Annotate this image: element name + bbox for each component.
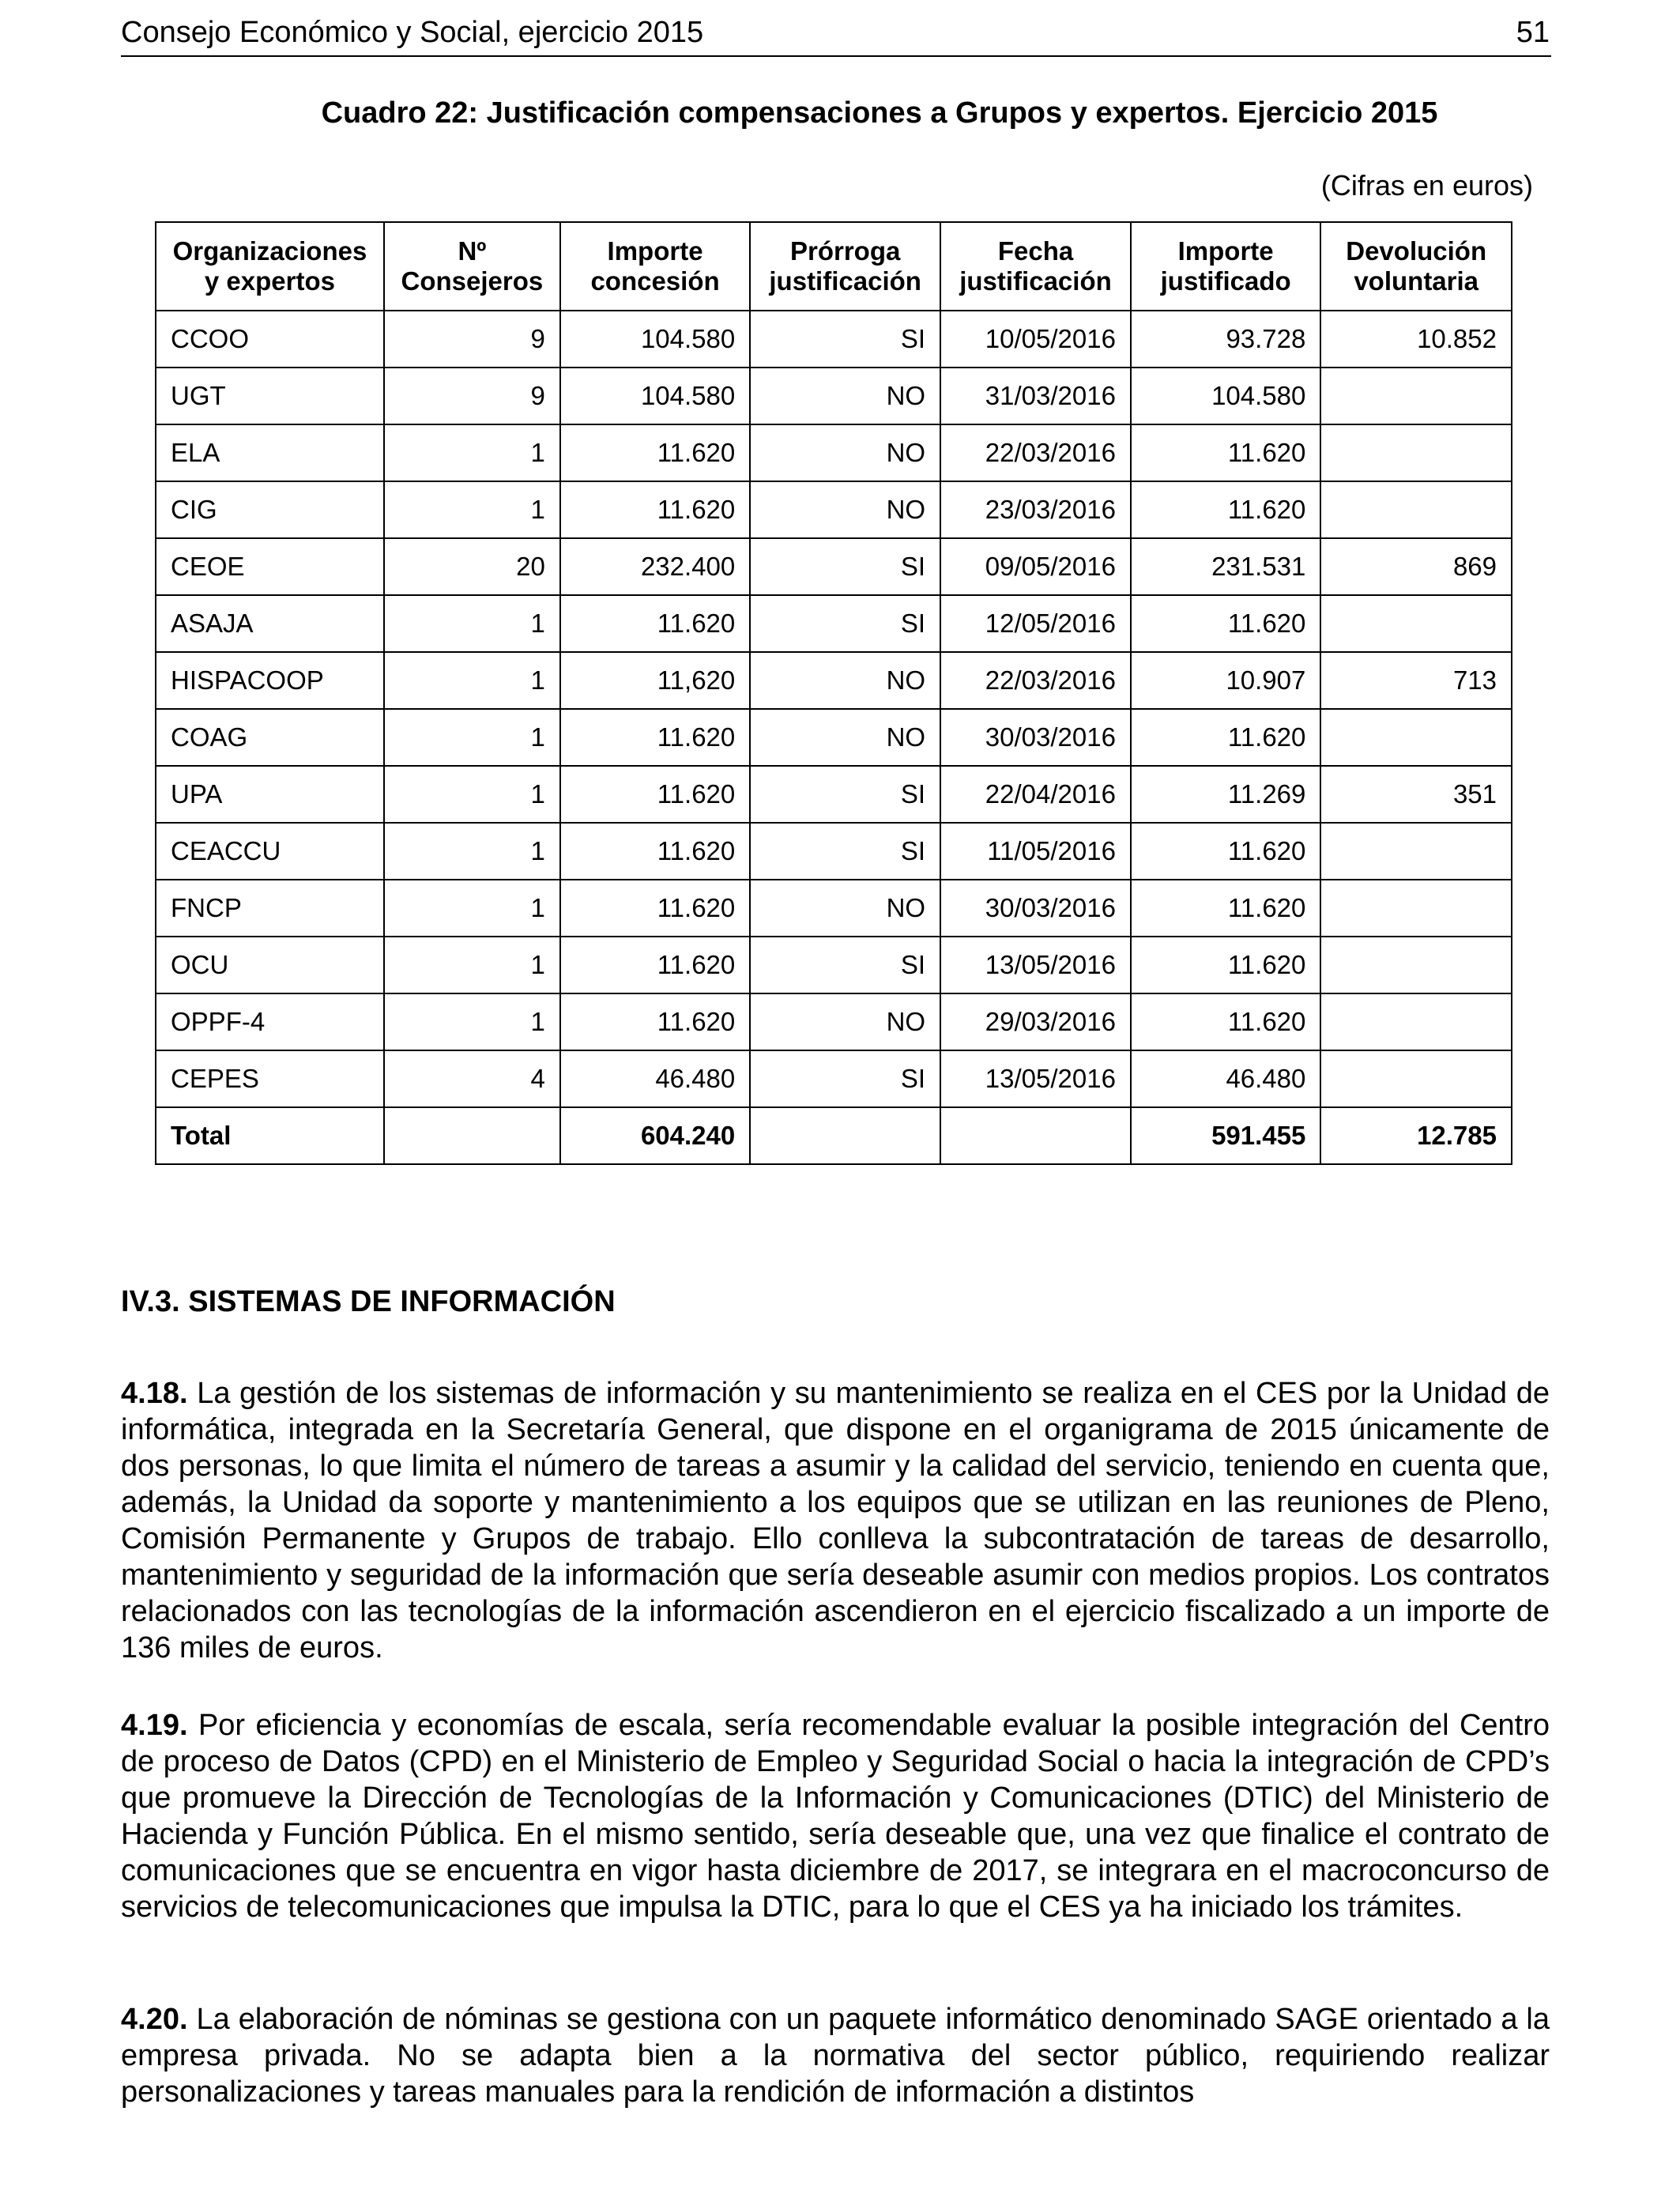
table-cell: 11.620 bbox=[560, 937, 750, 993]
table-row bbox=[156, 311, 1512, 368]
paragraph-number: 4.19. bbox=[121, 1709, 188, 1742]
table-cell: 11.620 bbox=[1131, 481, 1320, 538]
column-header: Devolución voluntaria bbox=[1320, 222, 1512, 311]
table-cell: 1 bbox=[384, 823, 560, 880]
table-cell: NO bbox=[750, 368, 940, 424]
table-cell: 13/05/2016 bbox=[940, 937, 1131, 993]
table-cell: 104.580 bbox=[560, 368, 750, 424]
table-cell: 31/03/2016 bbox=[940, 368, 1131, 424]
table-cell: SI bbox=[750, 595, 940, 652]
table-row bbox=[156, 424, 1512, 481]
table-cell bbox=[1320, 481, 1512, 538]
table-cell: 20 bbox=[384, 538, 560, 595]
units-note: (Cifras en euros) bbox=[1320, 169, 1533, 202]
table-cell: HISPACOOP bbox=[156, 652, 384, 709]
column-header: Importe justificado bbox=[1131, 222, 1320, 311]
table-cell: 10.907 bbox=[1131, 652, 1320, 709]
table-cell: 1 bbox=[384, 481, 560, 538]
table-cell: 11.620 bbox=[560, 595, 750, 652]
table-cell: 713 bbox=[1320, 652, 1512, 709]
table-cell: 13/05/2016 bbox=[940, 1050, 1131, 1107]
paragraph-4-18 bbox=[121, 1375, 1550, 1666]
paragraph-text: La elaboración de nóminas se gestiona con un paquete informático denominado SAGE orientado a la empresa privada. No se adapta bien a la normativa del sector público, requiriendo realizar personalizaciones y tareas manuales para la rendición de información a distintos bbox=[121, 2003, 1550, 2109]
table-cell: 22/03/2016 bbox=[940, 424, 1131, 481]
table-cell bbox=[1320, 424, 1512, 481]
table-cell: 22/03/2016 bbox=[940, 652, 1131, 709]
table-row bbox=[156, 538, 1512, 595]
table-cell: 22/04/2016 bbox=[940, 766, 1131, 823]
table-cell bbox=[940, 1107, 1131, 1164]
table-cell: SI bbox=[750, 311, 940, 368]
table-cell: 11.620 bbox=[1131, 823, 1320, 880]
table-cell: 11.269 bbox=[1131, 766, 1320, 823]
table-row bbox=[156, 937, 1512, 993]
table-cell: 1 bbox=[384, 937, 560, 993]
table-cell bbox=[384, 1107, 560, 1164]
table-row bbox=[156, 766, 1512, 823]
table-cell bbox=[1320, 993, 1512, 1050]
table-cell: 11.620 bbox=[560, 424, 750, 481]
table-cell: COAG bbox=[156, 709, 384, 766]
table-cell: 104.580 bbox=[1131, 368, 1320, 424]
table-cell: 1 bbox=[384, 766, 560, 823]
table-cell: CEPES bbox=[156, 1050, 384, 1107]
table-cell: 23/03/2016 bbox=[940, 481, 1131, 538]
table-cell: CCOO bbox=[156, 311, 384, 368]
table-cell: 46.480 bbox=[1131, 1050, 1320, 1107]
table-cell: 11.620 bbox=[1131, 993, 1320, 1050]
table-cell: 11.620 bbox=[560, 766, 750, 823]
table-cell: 11.620 bbox=[1131, 709, 1320, 766]
column-header: Fecha justificación bbox=[940, 222, 1131, 311]
table-cell: 11,620 bbox=[560, 652, 750, 709]
table-row bbox=[156, 880, 1512, 937]
table-row bbox=[156, 652, 1512, 709]
table-cell: 104.580 bbox=[560, 311, 750, 368]
table-cell: 46.480 bbox=[560, 1050, 750, 1107]
table-cell bbox=[1320, 823, 1512, 880]
table-cell: 29/03/2016 bbox=[940, 993, 1131, 1050]
compensation-table bbox=[155, 221, 1512, 1165]
table-cell: NO bbox=[750, 709, 940, 766]
table-cell: 1 bbox=[384, 880, 560, 937]
page-number: 51 bbox=[1516, 16, 1550, 49]
table-cell: 604.240 bbox=[560, 1107, 750, 1164]
table-cell: SI bbox=[750, 937, 940, 993]
table-cell: SI bbox=[750, 538, 940, 595]
table-cell: NO bbox=[750, 481, 940, 538]
table-row bbox=[156, 709, 1512, 766]
table-row bbox=[156, 823, 1512, 880]
table-cell: 12/05/2016 bbox=[940, 595, 1131, 652]
document-title: Consejo Económico y Social, ejercicio 2015 bbox=[121, 16, 704, 49]
table-cell: 1 bbox=[384, 993, 560, 1050]
column-header: Prórroga justificación bbox=[750, 222, 940, 311]
table-cell: UPA bbox=[156, 766, 384, 823]
table-cell: 11.620 bbox=[560, 823, 750, 880]
table-cell: 4 bbox=[384, 1050, 560, 1107]
table-cell: 591.455 bbox=[1131, 1107, 1320, 1164]
table-header-row bbox=[156, 222, 1512, 311]
column-header: Nº Consejeros bbox=[384, 222, 560, 311]
page-header bbox=[121, 14, 1551, 57]
table-cell: 9 bbox=[384, 311, 560, 368]
table-cell: 1 bbox=[384, 709, 560, 766]
paragraph-4-19 bbox=[121, 1707, 1550, 1925]
table-cell: 11/05/2016 bbox=[940, 823, 1131, 880]
column-header: Organizaciones y expertos bbox=[156, 222, 384, 311]
table-row bbox=[156, 1050, 1512, 1107]
paragraph-number: 4.20. bbox=[121, 2003, 188, 2036]
paragraph-text: La gestión de los sistemas de información y su mantenimiento se realiza en el CES por la Unidad de informática, integrada en la Secretaría General, que dispone en el organigrama de 2015 únicamente de dos personas, lo que limita el número de tareas a asumir y la calidad del servicio, teniendo en cuenta que, además, la Unidad da soporte y mantenimiento a los equipos que se utilizan en las reuniones de Pleno, Comisión Permanente y Grupos de trabajo. Ello conlleva la subcontratación de tareas de desarrollo, mantenimiento y seguridad de la información que sería deseable asumir con medios propios. Los contratos relacionados con las tecnologías de la información ascendieron en el ejercicio fiscalizado a un importe de 136 miles de euros. bbox=[121, 1377, 1550, 1664]
table-cell: Total bbox=[156, 1107, 384, 1164]
table-cell: CEACCU bbox=[156, 823, 384, 880]
paragraph-number: 4.18. bbox=[121, 1377, 188, 1410]
table-cell: 11.620 bbox=[1131, 937, 1320, 993]
paragraph-4-20 bbox=[121, 2001, 1550, 2110]
table-cell bbox=[1320, 937, 1512, 993]
table-cell: 11.620 bbox=[560, 481, 750, 538]
section-heading: IV.3. SISTEMAS DE INFORMACIÓN bbox=[121, 1285, 616, 1318]
table-cell: 1 bbox=[384, 595, 560, 652]
table-cell: 1 bbox=[384, 652, 560, 709]
table-cell: 232.400 bbox=[560, 538, 750, 595]
column-header: Importe concesión bbox=[560, 222, 750, 311]
table-cell: NO bbox=[750, 880, 940, 937]
table-cell: 351 bbox=[1320, 766, 1512, 823]
table-cell bbox=[1320, 595, 1512, 652]
table-cell: SI bbox=[750, 766, 940, 823]
table-cell: 09/05/2016 bbox=[940, 538, 1131, 595]
table-cell: NO bbox=[750, 424, 940, 481]
table-row bbox=[156, 481, 1512, 538]
table-total-row bbox=[156, 1107, 1512, 1164]
table-cell bbox=[1320, 880, 1512, 937]
table-cell: 30/03/2016 bbox=[940, 709, 1131, 766]
table-caption: Cuadro 22: Justificación compensaciones a Grupos y expertos. Ejercicio 2015 bbox=[321, 96, 1438, 130]
table-cell: 12.785 bbox=[1320, 1107, 1512, 1164]
table-cell: SI bbox=[750, 1050, 940, 1107]
table-cell: 1 bbox=[384, 424, 560, 481]
table-cell: 10/05/2016 bbox=[940, 311, 1131, 368]
table-cell: 11.620 bbox=[1131, 880, 1320, 937]
table-cell: NO bbox=[750, 993, 940, 1050]
table-cell: 11.620 bbox=[560, 880, 750, 937]
table-cell: 9 bbox=[384, 368, 560, 424]
table-cell bbox=[1320, 1050, 1512, 1107]
table-cell: 11.620 bbox=[560, 709, 750, 766]
table-cell: 869 bbox=[1320, 538, 1512, 595]
table-row bbox=[156, 368, 1512, 424]
table-cell bbox=[1320, 368, 1512, 424]
table-cell: SI bbox=[750, 823, 940, 880]
paragraph-text: Por eficiencia y economías de escala, sería recomendable evaluar la posible integración del Centro de proceso de Datos (CPD) en el Ministerio de Empleo y Seguridad Social o hacia la integración de CPD’s que promueve la Dirección de Tecnologías de la Información y Comunicaciones (DTIC) del Ministerio de Hacienda y Función Pública. En el mismo sentido, sería deseable que, una vez que finalice el contrato de comunicaciones que se encuentra en vigor hasta diciembre de 2017, se integrara en el macroconcurso de servicios de telecomunicaciones que impulsa la DTIC, para lo que el CES ya ha iniciado los trámites. bbox=[121, 1709, 1550, 1924]
table-cell: CIG bbox=[156, 481, 384, 538]
table-cell: CEOE bbox=[156, 538, 384, 595]
table-cell: 10.852 bbox=[1320, 311, 1512, 368]
table-cell: 231.531 bbox=[1131, 538, 1320, 595]
table-cell: ELA bbox=[156, 424, 384, 481]
table-cell: 11.620 bbox=[1131, 595, 1320, 652]
table-cell: OPPF-4 bbox=[156, 993, 384, 1050]
table-cell: UGT bbox=[156, 368, 384, 424]
table-cell: 11.620 bbox=[1131, 424, 1320, 481]
table-cell: ASAJA bbox=[156, 595, 384, 652]
table-cell: NO bbox=[750, 652, 940, 709]
table-cell: 11.620 bbox=[560, 993, 750, 1050]
table-cell: 93.728 bbox=[1131, 311, 1320, 368]
table-row bbox=[156, 595, 1512, 652]
table-cell bbox=[1320, 709, 1512, 766]
table-cell: OCU bbox=[156, 937, 384, 993]
table-cell: FNCP bbox=[156, 880, 384, 937]
table-cell: 30/03/2016 bbox=[940, 880, 1131, 937]
table-row bbox=[156, 993, 1512, 1050]
table-cell bbox=[750, 1107, 940, 1164]
